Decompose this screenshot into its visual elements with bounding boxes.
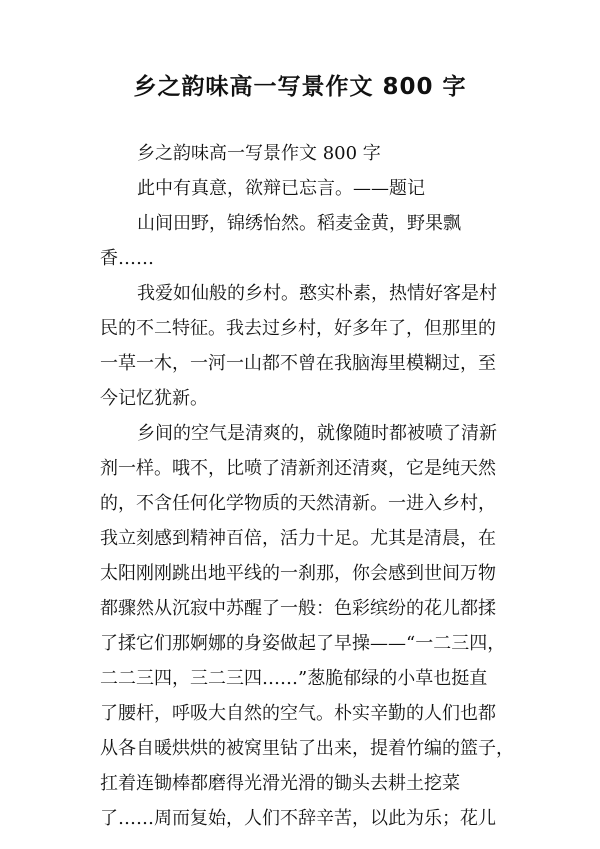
paragraph-line: 一草一木，一河一山都不曾在我脑海里模糊过，至	[100, 353, 496, 374]
intro-line: 山间田野，锦绣怡然。稻麦金黄，野果飘	[137, 213, 461, 234]
paragraph-line: 太阳刚刚跳出地平线的一刹那，你会感到世间万物	[100, 563, 496, 584]
paragraph-line: 从各自暖烘烘的被窝里钻了出来，提着竹编的篮子，	[100, 738, 514, 759]
paragraph-line: 了揉它们那婀娜的身姿做起了早操——“一二三四，	[100, 633, 506, 654]
paragraph-line: 我爱如仙般的乡村。憨实朴素，热情好客是村	[137, 283, 497, 304]
paragraph-line: 民的不二特征。我去过乡村，好多年了，但那里的	[100, 318, 496, 339]
article-body	[100, 136, 514, 836]
paragraph-line: 了……周而复始，人们不辞辛苦，以此为乐；花儿	[100, 808, 496, 829]
paragraph-line: 了腰杆，呼吸大自然的空气。朴实辛勤的人们也都	[100, 703, 496, 724]
paragraph-line: 扛着连锄棒都磨得光滑光滑的锄头去耕土挖菜	[100, 773, 460, 794]
paragraph-line: 今记忆犹新。	[100, 388, 208, 409]
epigraph-line: 此中有真意，欲辩已忘言。——题记	[137, 178, 425, 199]
paragraph-line: 剂一样。哦不，比喷了清新剂还清爽，它是纯天然	[100, 458, 496, 479]
paragraph-line: 乡间的空气是清爽的，就像随时都被喷了清新	[137, 423, 497, 444]
subtitle-line: 乡之韵味高一写景作文 800 字	[137, 143, 381, 164]
paragraph-line: 都骤然从沉寂中苏醒了一般：色彩缤纷的花儿都揉	[100, 598, 496, 619]
intro-line: 香……	[100, 248, 154, 269]
paragraph-line: 的，不含任何化学物质的天然清新。一进入乡村，	[100, 493, 496, 514]
paragraph-line: 二二三四，三二三四……”葱脆郁绿的小草也挺直	[100, 668, 488, 689]
paragraph-line: 我立刻感到精神百倍，活力十足。尤其是清晨，在	[100, 528, 496, 549]
page-title: 乡之韵味高一写景作文 800 字	[133, 74, 467, 100]
